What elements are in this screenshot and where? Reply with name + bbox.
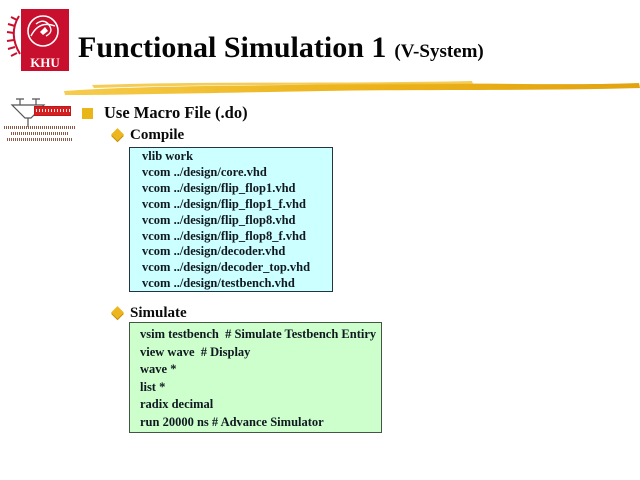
- code-line: vcom ../design/decoder_top.vhd: [142, 260, 311, 275]
- code-line: radix decimal: [140, 397, 214, 412]
- code-line: wave *: [140, 362, 177, 377]
- caption-line: [7, 138, 73, 141]
- code-line: vcom ../design/testbench.vhd: [142, 276, 295, 291]
- code-line: run 20000 ns # Advance Simulator: [140, 414, 324, 429]
- code-line: vcom ../design/flip_flop8_f.vhd: [142, 228, 306, 243]
- lab-banner: [34, 106, 71, 116]
- compile-code-box: [129, 147, 333, 292]
- page-title: [78, 28, 484, 72]
- lab-logo: [2, 96, 82, 148]
- code-line: vcom ../design/decoder.vhd: [142, 244, 286, 259]
- square-bullet-icon: [82, 108, 93, 119]
- code-line: vsim testbench # Simulate Testbench Entiry: [140, 327, 377, 341]
- simulate-code-box: [129, 322, 382, 433]
- lab-caption: [4, 126, 78, 144]
- khu-logo-text: KHU: [30, 55, 60, 70]
- title-underline-stroke: [62, 76, 640, 98]
- bullet-text: Use Macro File (.do): [104, 103, 248, 122]
- section-heading-label: Compile: [130, 127, 185, 143]
- caption-line: [11, 132, 69, 135]
- code-line: vcom ../design/flip_flop1_f.vhd: [142, 196, 306, 211]
- diamond-bullet-icon: [111, 306, 124, 319]
- code-line: view wave # Display: [140, 344, 251, 359]
- code-line: list *: [140, 379, 166, 394]
- khu-logo-icon: [4, 6, 76, 74]
- caption-line: [4, 126, 76, 129]
- page-title-suffix: (V-System): [394, 41, 484, 62]
- code-line: vcom ../design/flip_flop8.vhd: [142, 212, 296, 227]
- code-line: vlib work: [142, 149, 194, 163]
- diamond-bullet-icon: [111, 128, 124, 141]
- code-line: vcom ../design/core.vhd: [142, 164, 267, 179]
- code-line: vcom ../design/flip_flop1.vhd: [142, 180, 296, 195]
- page-title-main: Functional Simulation 1: [78, 31, 387, 64]
- section-heading-label: Simulate: [130, 305, 187, 321]
